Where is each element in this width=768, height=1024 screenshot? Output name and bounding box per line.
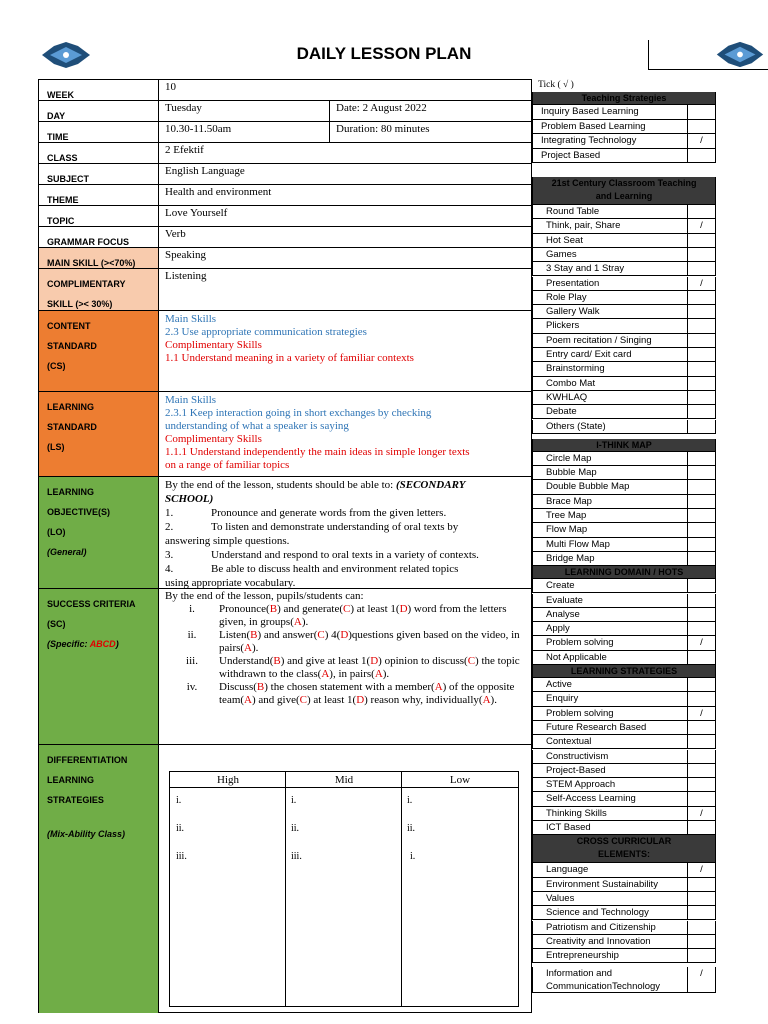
tick-cell[interactable] (687, 552, 715, 565)
row-objectives: LEARNING OBJECTIVE(S) (LO) (General) By the end of the lesson, students should be able to: (SECONDARY SCHOOL) 1. Pronounce and generate words from the given letters. 2. To listen and demonstrate understanding of oral texts by answering simple questions. 3. Understand and respond to oral texts in a variety of contexts. 4. Be able to discuss health and environment related topics using appropriate vocabulary. (39, 477, 531, 589)
tick-cell[interactable] (687, 509, 715, 522)
checklist-item-label: Round Table (546, 206, 600, 217)
checklist-item[interactable] (532, 692, 716, 706)
checklist-item-label: Flow Map (546, 524, 588, 536)
tick-cell[interactable] (687, 305, 715, 318)
section-header: LEARNING STRATEGIES (532, 665, 716, 678)
tick-cell[interactable] (687, 692, 715, 705)
tick-cell[interactable] (687, 291, 715, 304)
tick-cell[interactable] (687, 878, 715, 891)
checklist-item[interactable] (532, 262, 716, 276)
differentiation-table: High Mid Low i. ii. iii. i. ii. iii. i. ii. i. (169, 771, 519, 1007)
checklist-item-label: Problem solving (546, 707, 614, 719)
tick-cell[interactable] (687, 935, 715, 948)
checklist-item[interactable] (532, 319, 716, 333)
checklist-item[interactable] (532, 523, 716, 537)
checklist-item-label: Inquiry Based Learning (541, 106, 639, 117)
checklist-item-label: Poem recitation / Singing (546, 334, 652, 346)
checklist-item[interactable] (532, 305, 716, 319)
checklist-item-label: Patriotism and Citizenship (546, 921, 656, 933)
checklist-item-label: Brace Map (546, 495, 592, 507)
tick-cell[interactable] (687, 651, 715, 664)
row-content-standard: CONTENT STANDARD (CS) Main Skills 2.3 Use appropriate communication strategies Complimentary Skills 1.1 Understand meaning in a variety of familiar contexts (39, 311, 531, 392)
checklist-item[interactable] (532, 821, 716, 835)
checklist-item[interactable] (532, 495, 716, 509)
tick-cell[interactable] (687, 678, 715, 691)
checklist-item[interactable] (532, 205, 716, 219)
checklist-item-label: Self-Access Learning (546, 793, 636, 805)
page-title: DAILY LESSON PLAN (296, 44, 472, 63)
checklist-item[interactable] (532, 105, 716, 120)
sc-item: iii. Understand(B) and give at least 1(D) opinion to discuss(C) the topic withdrawn to the class(A), in pairs(A). (186, 655, 520, 680)
tick-cell[interactable]: / (687, 807, 715, 820)
checklist-item[interactable] (532, 538, 716, 552)
checklist-item-label: Integrating Technology (541, 135, 637, 146)
tick-cell[interactable] (687, 377, 715, 390)
tick-cell[interactable] (687, 906, 715, 919)
checklist-item-label: ICT Based (546, 822, 591, 833)
checklist-item-label: Multi Flow Map (546, 538, 610, 550)
checklist-item-label: Creativity and Innovation (546, 935, 651, 947)
checklist-item[interactable] (532, 750, 716, 764)
checklist-item[interactable] (532, 579, 716, 593)
checklist-item[interactable] (532, 594, 716, 608)
row-grammar: GRAMMAR FOCUS Verb (39, 227, 531, 248)
checklist-item[interactable] (532, 636, 716, 650)
sc-item: ii. Listen(B) and answer(C) 4(D)questions given based on the video, in pairs(A). (187, 629, 520, 654)
checklist-item-label: Combo Mat (546, 377, 596, 389)
checklist-item[interactable] (532, 778, 716, 792)
row-day: DAY Tuesday Date: 2 August 2022 (39, 101, 531, 122)
tick-cell[interactable] (687, 319, 715, 332)
checklist-item-label: Think, pair, Share (546, 220, 621, 232)
row-time: TIME 10.30-11.50am Duration: 80 minutes (39, 122, 531, 143)
checklist-item-label: Games (546, 248, 577, 260)
checklist-item-label: Brainstorming (546, 363, 605, 375)
checklist-item[interactable] (532, 878, 716, 892)
checklist-item[interactable] (532, 452, 716, 466)
tick-cell[interactable] (687, 466, 715, 479)
checklist-item-label: Active (546, 679, 572, 690)
checklist-item-label: Others (State) (546, 420, 606, 432)
checklist-item-label: Hot Seat (546, 234, 583, 246)
checklist-item[interactable] (532, 348, 716, 362)
checklist-item[interactable] (532, 377, 716, 391)
strategies-checklist: Tick ( √ ) Teaching Strategies Inquiry Based Learning Problem Based Learning Integrating Technology / Project Based 21st Century Classroom Teaching and Learning Round Table Think, pair, Share / Hot Seat Games 3 Stay and 1 Stray Presentation / Role Play Gallery Walk Plickers Poem recitation / Singing Entry card/ Exit card Brainstorming Combo Mat KWHLAQ Debate Others (State) I-THINK MAP Circle Map Bubble Map Double Bubble Map Brace Map Tree Map Flow Map Multi Flow Map Bridge Map LEARNING DOMAIN / HOTS Create Evaluate Analyse Apply Problem solving / Not Applicable LEARNING STRATEGIES Active Enquiry Problem solving / Future Research Based Contextual Constructivism Project-Based STEM Approach Self-Access Learning Thinking Skills / ICT Based CROSS CURRICULAR ELEMENTS: Language / Environment Sustainability Values Science and Technology Patriotism and Citizenship Creativity and Innovation Entrepreneurship Information and CommunicationTechnology / (532, 79, 716, 1013)
tick-cell[interactable] (687, 594, 715, 607)
tick-cell[interactable]: / (687, 134, 715, 148)
checklist-item-label: Project Based (541, 149, 601, 161)
tick-cell[interactable]: / (687, 863, 715, 876)
tick-cell[interactable] (687, 334, 715, 347)
section-header: LEARNING DOMAIN / HOTS (532, 566, 716, 579)
checklist-item[interactable] (532, 480, 716, 494)
section-header: Teaching Strategies (532, 92, 716, 105)
checklist-item-label: Enquiry (546, 693, 579, 705)
ornament-icon (40, 40, 92, 70)
tick-cell[interactable] (687, 205, 715, 218)
tick-cell[interactable] (687, 348, 715, 361)
tick-cell[interactable] (687, 149, 715, 163)
tick-cell[interactable] (687, 480, 715, 493)
tick-cell[interactable] (687, 750, 715, 763)
section-header: CROSS CURRICULAR ELEMENTS: (532, 835, 716, 863)
checklist-item[interactable] (532, 807, 716, 821)
sc-item: iv. Discuss(B) the chosen statement with a member(A) of the opposite team(A) and give(C) at least 1(D) reason why, individually(A). (186, 681, 515, 706)
checklist-item[interactable] (532, 391, 716, 405)
tick-cell[interactable] (687, 452, 715, 465)
checklist-item-label: Problem solving (546, 637, 614, 649)
checklist-item-label: Thinking Skills (546, 807, 607, 819)
lesson-details-table (38, 79, 532, 1013)
tick-cell[interactable] (687, 892, 715, 905)
tick-cell[interactable] (687, 792, 715, 805)
row-success-criteria: SUCCESS CRITERIA (SC) (Specific: ABCD) By the end of the lesson, pupils/students can: i. Pronounce(B) and generate(C) at least 1(D) word from the letters given, in groups(A). ii. Listen(B) and answer(C) 4(D)questions given based on the video, in pairs(A). iii. Understand(B) and give at least 1(D) opinion to discuss(C) the topic withdrawn to the class(A), in pairs(A). iv. Discuss(B) the chosen statement with a member(A) of the opposite team(A) and give(C) at least 1(D) reason why, individually(A). (39, 589, 531, 745)
tick-cell[interactable] (687, 248, 715, 261)
tick-cell[interactable] (687, 622, 715, 635)
row-subject: SUBJECT English Language (39, 164, 531, 185)
checklist-item[interactable] (532, 792, 716, 806)
checklist-item[interactable] (532, 149, 716, 164)
tick-cell[interactable] (687, 821, 715, 834)
checklist-item[interactable] (532, 552, 716, 566)
tick-cell[interactable] (687, 721, 715, 734)
tick-cell[interactable] (687, 262, 715, 275)
tick-cell[interactable]: / (687, 636, 715, 649)
checklist-item[interactable] (532, 219, 716, 233)
checklist-item[interactable] (532, 863, 716, 877)
checklist-item-label: Project-Based (546, 764, 606, 776)
checklist-item[interactable] (532, 735, 716, 749)
row-main-skill: MAIN SKILL (><70%) Speaking (39, 248, 531, 269)
checklist-item[interactable] (532, 509, 716, 523)
section-header: 21st Century Classroom Teaching and Learning (532, 177, 716, 205)
checklist-item-label: Environment Sustainability (546, 878, 658, 890)
checklist-item[interactable] (532, 921, 716, 935)
tick-cell[interactable] (687, 949, 715, 962)
tick-cell[interactable]: / (687, 967, 715, 992)
tick-cell[interactable] (687, 420, 715, 433)
tick-cell[interactable] (687, 921, 715, 934)
checklist-item[interactable] (532, 291, 716, 305)
checklist-item-label: Entry card/ Exit card (546, 349, 632, 360)
checklist-item-label: Constructivism (546, 750, 609, 762)
tick-cell[interactable] (687, 764, 715, 777)
checklist-item-label: STEM Approach (546, 779, 616, 791)
row-topic: TOPIC Love Yourself (39, 206, 531, 227)
checklist-item[interactable] (532, 721, 716, 735)
checklist-item[interactable] (532, 466, 716, 480)
checklist-item[interactable] (532, 334, 716, 348)
tick-cell[interactable] (687, 579, 715, 592)
tick-cell[interactable] (687, 405, 715, 418)
checklist-item[interactable] (532, 651, 716, 665)
checklist-item-label: Apply (546, 623, 570, 635)
checklist-item-label: Future Research Based (546, 721, 647, 733)
checklist-item[interactable] (532, 362, 716, 376)
checklist-item-label: 3 Stay and 1 Stray (546, 263, 625, 275)
tick-cell[interactable] (687, 391, 715, 404)
checklist-item-label: Entrepreneurship (546, 950, 619, 962)
checklist-item[interactable] (532, 277, 716, 291)
checklist-item-label: Science and Technology (546, 907, 649, 919)
row-comp-skill: COMPLIMENTARY SKILL (>< 30%) Listening (39, 269, 531, 311)
checklist-item-label: Information and CommunicationTechnology (546, 968, 661, 993)
checklist-item[interactable] (532, 420, 716, 434)
checklist-item[interactable] (532, 120, 716, 135)
checklist-item-label: Analyse (546, 608, 580, 620)
checklist-item-label: Not Applicable (546, 651, 607, 663)
checklist-item-label: Plickers (546, 320, 580, 332)
checklist-item[interactable] (532, 405, 716, 419)
tick-cell[interactable] (687, 735, 715, 748)
checklist-item[interactable] (532, 608, 716, 622)
tick-cell[interactable] (687, 120, 715, 134)
checklist-item-label: Debate (546, 406, 577, 418)
checklist-item-label: Problem Based Learning (541, 120, 646, 132)
sc-item: i. Pronounce(B) and generate(C) at least 1(D) word from the letters given, in groups(A). (189, 603, 507, 628)
checklist-item[interactable] (532, 134, 716, 149)
ornament-icon (648, 40, 768, 70)
checklist-item[interactable] (532, 707, 716, 721)
section-header: I-THINK MAP (532, 439, 716, 452)
checklist-item-label: Double Bubble Map (546, 481, 630, 493)
tick-cell[interactable]: / (687, 219, 715, 232)
tick-cell[interactable] (687, 608, 715, 621)
checklist-item-label: Gallery Walk (546, 306, 600, 318)
checklist-item[interactable] (532, 248, 716, 262)
tick-cell[interactable] (687, 538, 715, 551)
checklist-item-label: Contextual (546, 736, 592, 748)
row-theme: THEME Health and environment (39, 185, 531, 206)
checklist-item-label: Presentation (546, 277, 600, 289)
tick-cell[interactable]: / (687, 277, 715, 290)
tick-cell[interactable] (687, 495, 715, 508)
checklist-item[interactable] (532, 935, 716, 949)
checklist-item[interactable] (532, 764, 716, 778)
checklist-item-label: Evaluate (546, 594, 583, 606)
checklist-item-label: Create (546, 580, 575, 592)
checklist-item[interactable] (532, 678, 716, 692)
checklist-item[interactable] (532, 949, 716, 963)
checklist-item-label: Language (546, 864, 589, 876)
tick-cell[interactable] (687, 105, 715, 119)
tick-cell[interactable] (687, 234, 715, 247)
tick-cell[interactable] (687, 362, 715, 375)
tick-cell[interactable] (687, 523, 715, 536)
checklist-item[interactable] (532, 967, 716, 993)
checklist-item-label: Circle Map (546, 452, 592, 464)
checklist-item-label: Role Play (546, 291, 587, 303)
tick-cell[interactable]: / (687, 707, 715, 720)
tick-cell[interactable] (687, 778, 715, 791)
checklist-item[interactable] (532, 234, 716, 248)
checklist-item[interactable] (532, 622, 716, 636)
checklist-item[interactable] (532, 892, 716, 906)
row-learning-standard: LEARNING STANDARD (LS) Main Skills 2.3.1 Keep interaction going in short exchanges by checking understanding of what a speaker is saying Complimentary Skills 1.1.1 Understand independently the main ideas in simple longer texts on a range of familiar topics (39, 392, 531, 477)
checklist-item-label: Bridge Map (546, 552, 595, 564)
checklist-item[interactable] (532, 906, 716, 920)
checklist-item-label: KWHLAQ (546, 391, 588, 403)
row-class: CLASS 2 Efektif (39, 143, 531, 164)
checklist-item-label: Values (546, 892, 575, 904)
checklist-item-label: Tree Map (546, 510, 587, 521)
checklist-item-label: Bubble Map (546, 467, 597, 479)
row-differentiation: DIFFERENTIATION LEARNING STRATEGIES (Mix-Ability Class) High Mid Low i. ii. iii. i. ii. iii. i. ii. i. (39, 745, 531, 1013)
row-week: WEEK 10 (39, 80, 531, 101)
